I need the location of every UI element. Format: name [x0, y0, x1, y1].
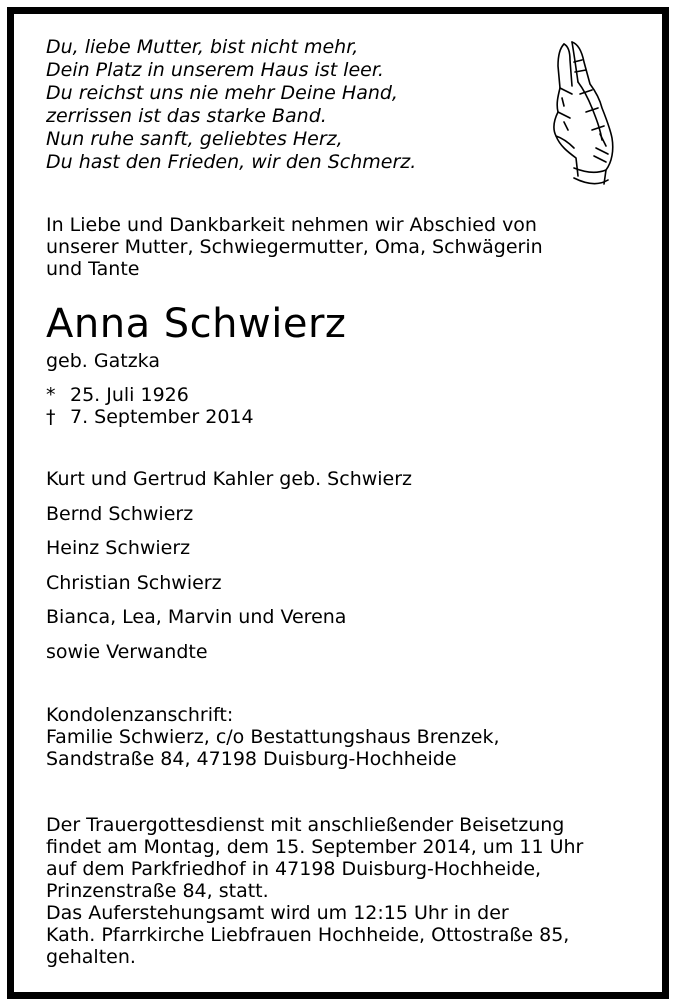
intro-line: In Liebe und Dankbarkeit nehmen wir Abschied von [46, 214, 537, 236]
poem [46, 36, 416, 174]
death-date-row [46, 406, 254, 428]
address-line: Kondolenzanschrift: [46, 704, 234, 726]
birth-date: 25. Juli 1926 [70, 384, 189, 406]
obituary-content [14, 14, 662, 992]
deceased-name: Anna Schwierz [46, 301, 347, 347]
service-line: Prinzenstraße 84, statt. [46, 880, 269, 902]
list-item: Kurt und Gertrud Kahler geb. Schwierz [46, 468, 413, 490]
service-line: Kath. Pfarrkirche Liebfrauen Hochheide, Ottostraße 85, [46, 924, 570, 946]
service-line: Der Trauergottesdienst mit anschließender Beisetzung [46, 814, 565, 836]
poem-line: Du, liebe Mutter, bist nicht mehr, [46, 36, 359, 58]
birth-date-row [46, 384, 254, 406]
address-line: Familie Schwierz, c/o Bestattungshaus Brenzek, [46, 726, 500, 748]
service-line: Das Auferstehungsamt wird um 12:15 Uhr in der [46, 902, 509, 924]
poem-line: Du reichst uns nie mehr Deine Hand, [46, 82, 398, 104]
service-line: findet am Montag, dem 15. September 2014, um 11 Uhr [46, 836, 584, 858]
list-item: sowie Verwandte [46, 640, 208, 663]
life-dates [46, 384, 254, 428]
birth-symbol: * [46, 384, 56, 406]
service-line: auf dem Parkfriedhof in 47198 Duisburg-Hochheide, [46, 858, 542, 880]
condolence-address [46, 704, 500, 770]
list-item: Bianca, Lea, Marvin und Verena [46, 606, 347, 628]
address-line: Sandstraße 84, 47198 Duisburg-Hochheide [46, 748, 457, 770]
intro-text [46, 214, 636, 280]
death-symbol: † [46, 406, 56, 428]
list-item: Christian Schwierz [46, 571, 222, 594]
poem-line: Nun ruhe sanft, geliebtes Herz, [46, 128, 343, 150]
poem-line: Du hast den Frieden, wir den Schmerz. [46, 151, 417, 173]
maiden-name: geb. Gatzka [46, 350, 160, 372]
poem-line: Dein Platz in unserem Haus ist leer. [46, 59, 384, 81]
obituary-frame [7, 7, 669, 999]
service-info [46, 814, 583, 968]
intro-line: unserer Mutter, Schwiegermutter, Oma, Schwägerin [46, 236, 543, 258]
intro-line: und Tante [46, 258, 140, 280]
death-date: 7. September 2014 [70, 406, 254, 428]
mourners-list [46, 468, 412, 675]
list-item: Bernd Schwierz [46, 502, 194, 525]
praying-hands-icon [534, 38, 634, 188]
service-line: gehalten. [46, 946, 136, 968]
poem-line: zerrissen ist das starke Band. [46, 105, 327, 127]
list-item: Heinz Schwierz [46, 537, 191, 559]
